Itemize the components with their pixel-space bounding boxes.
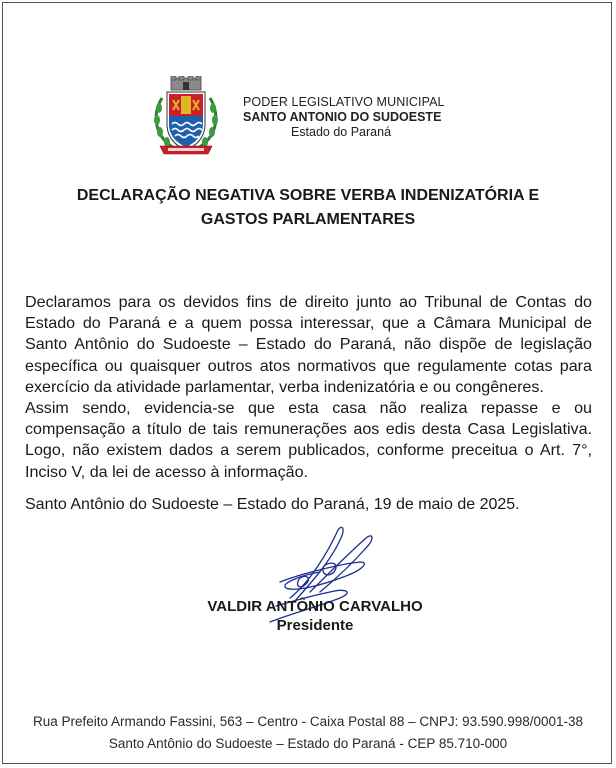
footer-line-2: Santo Antônio do Sudoeste – Estado do Paraná - CEP 85.710-000: [108, 736, 508, 751]
crown: [171, 76, 201, 90]
municipal-coat-of-arms: [150, 76, 222, 158]
shield: [167, 92, 205, 150]
signatory: [150, 597, 480, 635]
paragraph-conclusion: Assim sendo, evidencia-se que esta casa não realiza repasse e ou compensação a título de tais remunerações aos edis desta Casa Legislativa. Logo, não existem dados a serem publicados, conforme preceitua o Art. 7°, Inciso V, da lei de acesso à informação.: [25, 399, 592, 481]
place-and-date: Santo Antônio do Sudoeste – Estado do Paraná, 19 de maio de 2025.: [25, 496, 520, 513]
declaration-body: [25, 292, 592, 483]
signer-role: Presidente: [276, 617, 354, 634]
paragraph-declaration: Declaramos para os devidos fins de direito junto ao Tribunal de Contas do Estado do Paraná e a quem possa interessar, que a Câmara Municipal de Santo Antônio do Sudoeste – Estado do Paraná, não dispõe de legislação específica ou quaisquer outros atos normativos que regulamente cotas para exercício da atividade parlamentar, verba indenizatória e ou congêneres.: [25, 293, 592, 396]
municipality-name: SANTO ANTONIO DO SUDOESTE: [243, 110, 442, 124]
letterhead: [150, 76, 470, 158]
state-name: Estado do Paraná: [290, 125, 392, 139]
title-line-1: DECLARAÇÃO NEGATIVA SOBRE VERBA INDENIZATÓRIA E: [76, 187, 540, 204]
signer-name: VALDIR ANTÔNIO CARVALHO: [207, 598, 423, 615]
institution-name: PODER LEGISLATIVO MUNICIPAL: [243, 95, 445, 109]
footer-line-1: Rua Prefeito Armando Fassini, 563 – Centro - Caixa Postal 88 – CNPJ: 93.590.998/0001-38: [32, 714, 584, 729]
title-line-2: GASTOS PARLAMENTARES: [200, 211, 416, 228]
document-title: [20, 184, 596, 232]
footer-address: [20, 711, 596, 755]
